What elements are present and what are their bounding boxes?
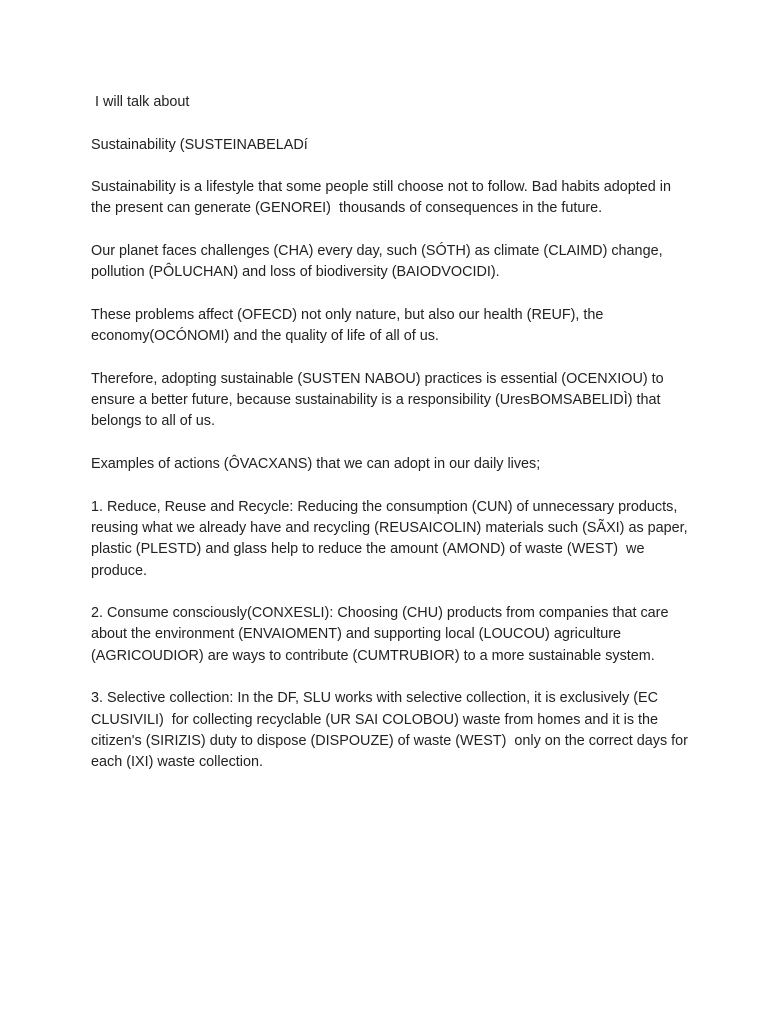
list-item-selective-collection: 3. Selective collection: In the DF, SLU works with selective collection, it is exclusively (EC CLUSIVILI) for collecting recyclable (UR SAI COLOBOU) waste from homes and it is the citizen's (SIRIZIS) duty to dispose (DISPOUZE) of waste (WEST) only on the correct days for each (IXI) waste collection. [91, 690, 692, 771]
document-body [91, 92, 691, 774]
paragraph-challenges: Our planet faces challenges (CHA) every day, such (SÓTH) as climate (CLAIMD) change, pollution (PÔLUCHAN) and loss of biodiversity (BAIODVOCIDI). [91, 243, 667, 281]
intro-line: I will talk about [91, 94, 190, 110]
paragraph-conclusion: Therefore, adopting sustainable (SUSTEN NABOU) practices is essential (OCENXIOU) to ensure a better future, because sustainability is a responsibility (UresBOMSABELIDÌ) that belongs to all of us. [91, 370, 668, 430]
paragraph-effects: These problems affect (OFECD) not only nature, but also our health (REUF), the economy(OCÓNOMI) and the quality of life of all of us. [91, 306, 608, 345]
list-item-consume-consciously: 2. Consume consciously(CONXESLI): Choosing (CHU) products from companies that care about the environment (ENVAIOMENT) and supporting local (LOUCOU) agriculture (AGRICOUDIOR) are ways to contribute (CUMTRUBIOR) to a more sustainable system. [91, 605, 673, 664]
list-item-reduce-reuse-recycle: 1. Reduce, Reuse and Recycle: Reducing the consumption (CUN) of unnecessary products, reusing what we already have and recycling (REUSAICOLIN) materials such (SÃXI) as paper, plastic (PLESTD) and glass help to reduce the amount (AMOND) of waste (WEST) we produce. [91, 498, 692, 579]
topic-heading: Sustainability (SUSTEINABELADí [91, 136, 308, 153]
paragraph-definition: Sustainability is a lifestyle that some people still choose not to follow. Bad habits adopted in the present can generate (GENOREI) thousands of consequences in the future. [91, 179, 675, 217]
paragraph-examples-intro: Examples of actions (ÔVACXANS) that we can adopt in our daily lives; [91, 456, 541, 473]
